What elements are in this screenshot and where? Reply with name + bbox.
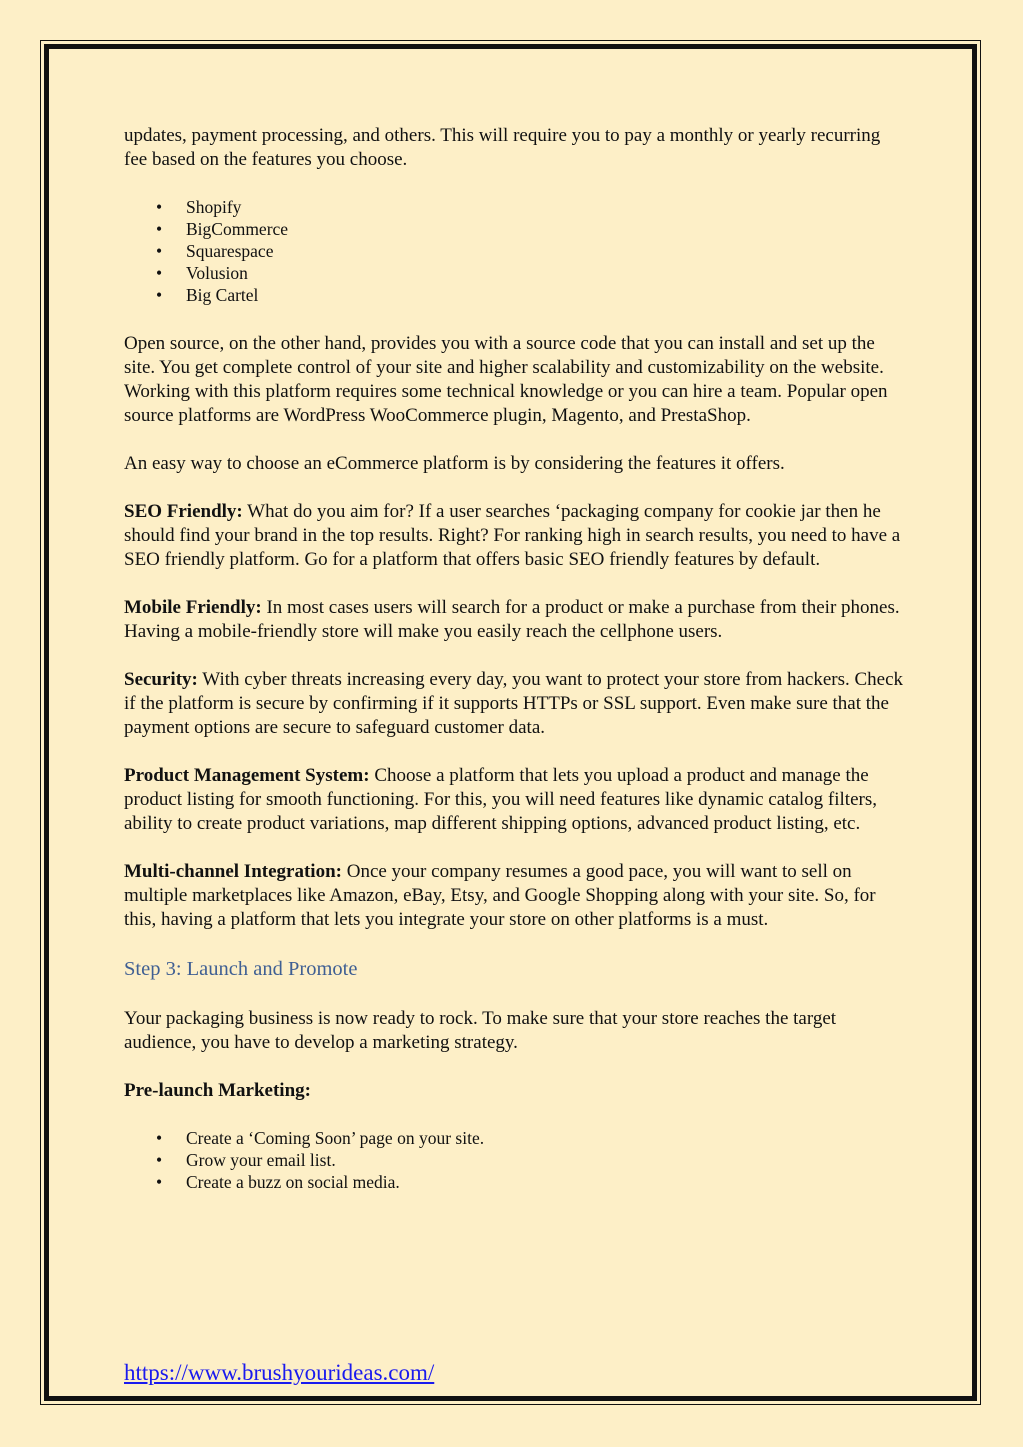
list-item: • Grow your email list.: [124, 1149, 904, 1171]
feature-text: What do you aim for? If a user searches ‘packaging company for cookie jar then he should find your brand in the top results. Right? For ranking high in search results, you need to have a SEO friendly platform. Go for a platform that offers basic SEO friendly features by default.: [124, 501, 901, 570]
feature-text: With cyber threats increasing every day, you want to protect your store from hackers. Check if the platform is secure by confirming if it supports HTTPs or SSL support. Even make sure that the payment options are secure to safeguard customer data.: [124, 669, 904, 738]
list-item: • Create a ‘Coming Soon’ page on your site.: [124, 1127, 904, 1149]
step3-heading: Step 3: Launch and Promote: [124, 958, 358, 980]
list-item: • Shopify: [124, 196, 904, 218]
feature-seo-paragraph: [124, 500, 904, 572]
feature-multichannel-paragraph: [124, 860, 904, 932]
list-item: • Create a buzz on social media.: [124, 1171, 904, 1193]
ready-paragraph: Your packaging business is now ready to rock. To make sure that your store reaches the target audience, you have to develop a marketing strategy.: [124, 1008, 837, 1053]
feature-label: Product Management System:: [124, 765, 370, 786]
feature-security-paragraph: [124, 668, 904, 740]
feature-text: In most cases users will search for a product or make a purchase from their phones. Having a mobile-friendly store will make you easily reach the cellphone users.: [124, 597, 900, 642]
prelaunch-heading: Pre-launch Marketing:: [124, 1080, 311, 1101]
list-item: • Volusion: [124, 262, 904, 284]
list-item: • Squarespace: [124, 240, 904, 262]
feature-label: SEO Friendly:: [124, 501, 243, 522]
open-source-paragraph: Open source, on the other hand, provides you with a source code that you can install and set up the site. You get complete control of your site and higher scalability and customizability on the website. Working with this platform requires some technical knowledge or you can hire a team. Popular open source platforms are WordPress WooCommerce plugin, Magento, and PrestaShop.: [124, 333, 888, 426]
feature-text: Once your company resumes a good pace, you will want to sell on multiple marketplaces like Amazon, eBay, Etsy, and Google Shopping along with your site. So, for this, having a platform that lets you integrate your store on other platforms is a must.: [124, 861, 876, 930]
list-item: • Big Cartel: [124, 284, 904, 306]
footer-website-link[interactable]: https://www.brushyourideas.com/: [124, 1360, 435, 1385]
document-body: [124, 124, 904, 1193]
feature-label: Mobile Friendly:: [124, 597, 262, 618]
feature-text: Choose a platform that lets you upload a product and manage the product listing for smooth functioning. For this, you will need features like dynamic catalog filters, ability to create product variations, map different shipping options, advanced product listing, etc.: [124, 765, 877, 834]
feature-product-management-paragraph: [124, 764, 904, 836]
feature-label: Security:: [124, 669, 198, 690]
list-item: • BigCommerce: [124, 218, 904, 240]
intro-paragraph: updates, payment processing, and others. This will require you to pay a monthly or yearly recurring fee based on the features you choose.: [124, 125, 881, 170]
hosted-platform-list: [124, 196, 904, 306]
feature-mobile-paragraph: [124, 596, 904, 644]
easy-way-paragraph: An easy way to choose an eCommerce platform is by considering the features it offers.: [124, 453, 785, 474]
prelaunch-list: [124, 1127, 904, 1193]
feature-label: Multi-channel Integration:: [124, 861, 342, 882]
